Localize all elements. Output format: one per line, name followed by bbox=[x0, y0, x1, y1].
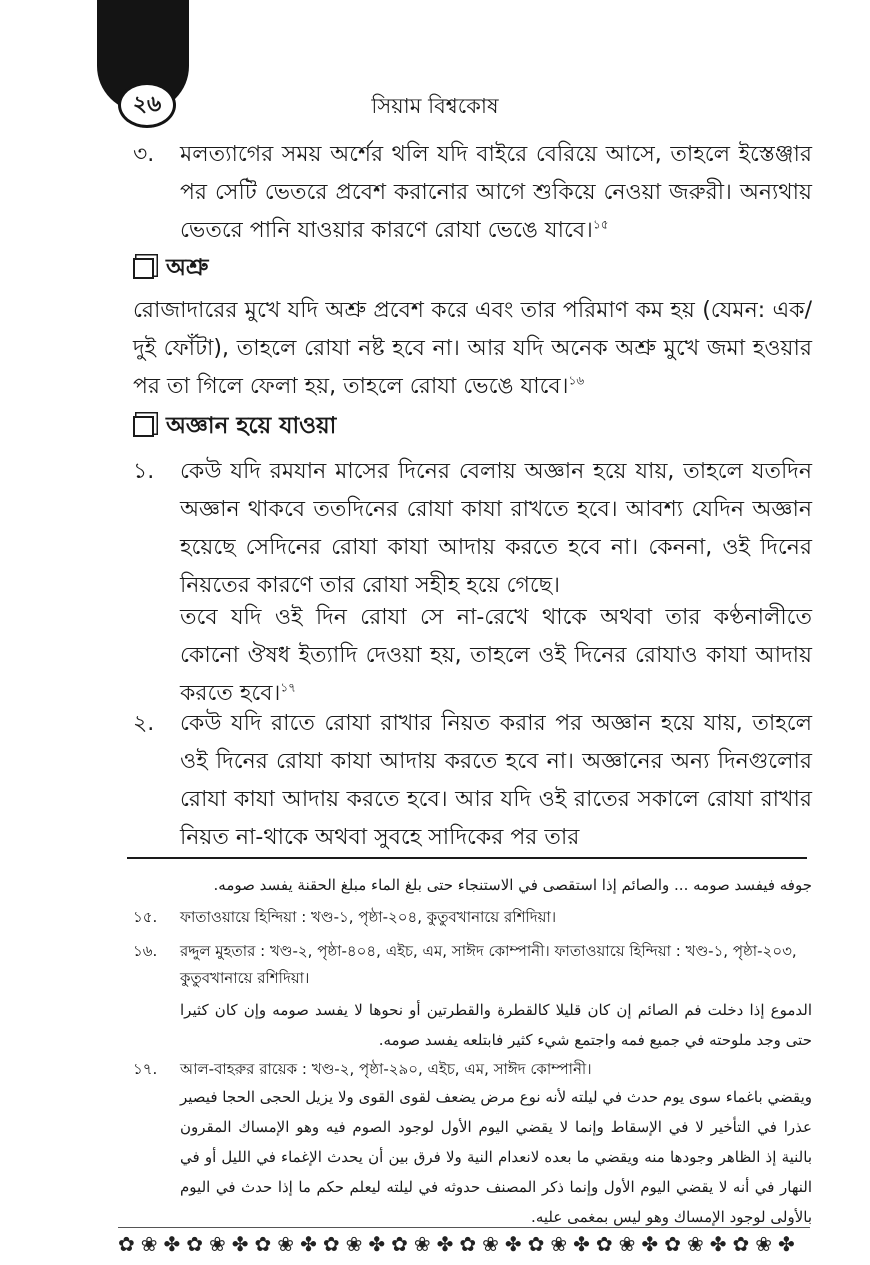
footnote-arabic-continuation: جوفه فيفسد صومه ... والصائم إذا استقصى في الاستنجاء حتى بلغ الماء مبلغ الحقنة يفسد صومه. bbox=[213, 876, 812, 894]
heading-unconscious-label: অজ্ঞান হয়ে যাওয়া bbox=[166, 413, 337, 439]
item-1-para-1: কেউ যদি রমযান মাসের দিনের বেলায় অজ্ঞান হয়ে যায়, তাহলে যতদিন অজ্ঞান থাকবে ততদিনের রোযা কাযা রাখতে হবে। আবশ্য যেদিন অজ্ঞান হয়েছে সেদিনের রোযা কাযা আদায় করতে হবে না। কেননা, ওই দিনের নিয়তের কারণে তার রোযা সহীহ হয়ে গেছে। bbox=[180, 459, 812, 598]
flower-border-icon: ✿❀✤✿❀✤✿❀✤✿❀✤✿❀✤✿❀✤✿❀✤✿❀✤✿❀✤✿❀✤ bbox=[118, 1232, 801, 1256]
item-2-text: কেউ যদি রাতে রোযা রাখার নিয়ত করার পর অজ্ঞান হয়ে যায়, তাহলে ওই দিনের রোযা কাযা আদায় করতে হবে না। অজ্ঞানের অন্য দিনগুলোর রোযা কাযা আদায় করতে হবে। আর যদি ওই রাতের সকালে রোযা রাখার নিয়ত না-থাকে অথবা সুবহে সাদিকের পর তার bbox=[180, 711, 812, 850]
item-1-para-2-body: তবে যদি ওই দিন রোযা সে না-রেখে থাকে অথবা তার কণ্ঠনালীতে কোনো ঔষধ ইত্যাদি দেওয়া হয়, তাহলে ওই দিনের রোযাও কাযা আদায় করতে হবে। bbox=[180, 605, 812, 706]
footnote-17-number: ১৭. bbox=[133, 1060, 158, 1078]
footnote-ref-17: ১৭ bbox=[280, 680, 296, 695]
footnote-16-text: রদ্দুল মুহতার : খণ্ড-২, পৃষ্ঠা-৪০৪, এইচ, এম, সাঈদ কোম্পানী। ফাতাওয়ায়ে হিন্দিয়া : খণ্ড-১, পৃষ্ঠা-২০৩, কুতুবখানায়ে রশিদিয়া। bbox=[180, 942, 797, 987]
section-heading-tears bbox=[133, 252, 209, 284]
footnote-ref-15: ১৫ bbox=[592, 217, 609, 232]
footnote-16-number: ১৬. bbox=[133, 942, 158, 960]
heading-tears-label: অশ্রু bbox=[166, 255, 209, 281]
footnote-16-arabic: الدموع إذا دخلت فم الصائم إن كان قليلا كالقطرة والقطرتين أو نحوها لا يفسد صومه وإن كان كثيرا حتى وجد ملوحته في جميع فمه واجتمع شيء كثير فابتلعه يفسد صومه. bbox=[180, 1001, 812, 1049]
running-title: সিয়াম বিশ্বকোষ bbox=[371, 94, 499, 118]
footnote-15-text: ফাতাওয়ায়ে হিন্দিয়া : খণ্ড-১, পৃষ্ঠা-২০৪, কুতুবখানায়ে রশিদিয়া। bbox=[180, 908, 557, 926]
item-1-para-2 bbox=[180, 599, 812, 713]
section-heading-unconscious bbox=[133, 410, 336, 442]
checkbox-icon bbox=[133, 416, 154, 437]
footnote-divider bbox=[127, 857, 807, 859]
item-number-1: ১. bbox=[133, 459, 155, 484]
footnote-17-arabic: ويقضي باغماء سوى يوم حدث في ليلته لأنه نوع مرض يضعف لقوى القوى ولا يزيل الحجى الحجا فيصير عذرا في التأخير لا في الإسقاط وإنما لا يقضي اليوم الأول لوجود الصوم فيه وهو الإمساك المقرون بالنية إذ الظاهر وجودها منه ويقضي ما بعده لانعدام النية ولا فرق بين أن يحدث الإغماء في الليل أو في النهار في أنه لا يقضي اليوم الأول وإنما ذكر المصنف حدوثه في ليلته ليعلم حكم ما إذا حدث في اليوم بالأولى لوجود الإمساك وهو ليس بمغمى عليه. bbox=[180, 1088, 812, 1226]
footnote-17-text: আল-বাহরুর রায়েক : খণ্ড-২, পৃষ্ঠা-২৯০, এইচ, এম, সাঈদ কোম্পানী। bbox=[180, 1060, 592, 1078]
page-number: ২৬ bbox=[118, 82, 176, 128]
item-number-3: ৩. bbox=[133, 142, 155, 167]
item-3-body: মলত্যাগের সময় অর্শের থলি যদি বাইরে বেরিয়ে আসে, তাহলে ইস্তেঞ্জার পর সেটি ভেতরে প্রবেশ করানোর আগে শুকিয়ে নেওয়া জরুরী। অন্যথায় ভেতরে পানি যাওয়ার কারণে রোযা ভেঙে যাবে। bbox=[180, 142, 812, 243]
bottom-rule bbox=[118, 1227, 810, 1228]
item-number-2: ২. bbox=[133, 711, 155, 736]
tears-paragraph bbox=[133, 292, 812, 406]
tears-body: রোজাদারের মুখে যদি অশ্রু প্রবেশ করে এবং তার পরিমাণ কম হয় (যেমন: এক/দুই ফোঁটা), তাহলে রোযা নষ্ট হবে না। আর যদি অনেক অশ্রু মুখে জমা হওয়ার পর তা গিলে ফেলা হয়, তাহলে রোযা ভেঙে যাবে। bbox=[133, 298, 812, 399]
item-3-text bbox=[180, 136, 812, 250]
footnote-ref-16: ১৬ bbox=[568, 373, 585, 388]
footnote-15-number: ১৫. bbox=[133, 908, 158, 926]
checkbox-icon bbox=[133, 258, 154, 279]
